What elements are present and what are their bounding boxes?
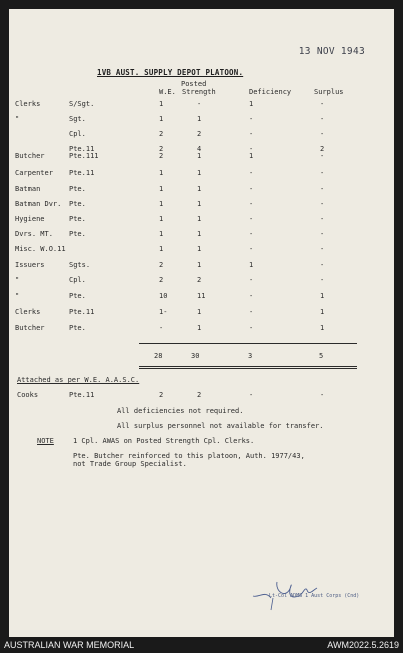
row-16-posted: 1 (197, 324, 202, 332)
document-title: 1VB AUST. SUPPLY DEPOT PLATOON. (97, 68, 244, 77)
attached-posted: 2 (197, 391, 202, 399)
row-3-we: 2 (159, 130, 164, 138)
row-1-deficiency: 1 (249, 100, 254, 108)
row-1-posted: - (197, 100, 202, 108)
row-4-posted: 4 (197, 145, 202, 153)
row-4-rank: Pte.11 (69, 145, 95, 153)
row-16-rank: Pte. (69, 324, 86, 332)
row-13-surplus: - (320, 276, 325, 284)
row-2-deficiency: - (249, 115, 254, 123)
row-6-rank: Pte.11 (69, 169, 95, 177)
row-11-deficiency: - (249, 245, 254, 253)
row-5-deficiency: 1 (249, 152, 254, 160)
row-15-we: 1- (159, 308, 168, 316)
row-10-we: 1 (159, 230, 164, 238)
row-14-rank: Pte. (69, 292, 86, 300)
header-strength: Strength (182, 88, 216, 96)
row-14-posted: 11 (197, 292, 206, 300)
row-9-posted: 1 (197, 215, 202, 223)
signature-caption: Lt-Col ADMS 1 Aust Corps (Cnd) (269, 593, 360, 599)
row-5-role: Butcher (15, 152, 45, 160)
row-2-surplus: - (320, 115, 325, 123)
row-7-surplus: - (320, 185, 325, 193)
row-2-rank: Sgt. (69, 115, 86, 123)
total-rule-top (139, 343, 357, 344)
row-13-posted: 2 (197, 276, 202, 284)
row-5-rank: Pte.111 (69, 152, 99, 160)
row-6-posted: 1 (197, 169, 202, 177)
row-9-we: 1 (159, 215, 164, 223)
row-1-role: Clerks (15, 100, 41, 108)
total-rule-bottom-1 (139, 366, 357, 367)
footer-accession: AWM2022.5.2619 (327, 640, 399, 650)
row-4-we: 2 (159, 145, 164, 153)
row-7-deficiency: - (249, 185, 254, 193)
row-5-posted: 1 (197, 152, 202, 160)
row-12-rank: Sgts. (69, 261, 91, 269)
row-3-rank: Cpl. (69, 130, 86, 138)
row-9-role: Hygiene (15, 215, 45, 223)
row-1-surplus: - (320, 100, 325, 108)
row-15-posted: 1 (197, 308, 202, 316)
attached-we: 2 (159, 391, 164, 399)
row-13-deficiency: - (249, 276, 254, 284)
row-7-we: 1 (159, 185, 164, 193)
row-10-posted: 1 (197, 230, 202, 238)
row-10-surplus: - (320, 230, 325, 238)
header-we: W.E. (159, 88, 176, 96)
row-14-role: " (15, 292, 20, 300)
row-2-we: 1 (159, 115, 164, 123)
total-surplus: 5 (319, 352, 324, 360)
attached-role: Cooks (17, 391, 39, 399)
note-surplus: All surplus personnel not available for transfer. (117, 422, 324, 430)
row-9-surplus: - (320, 215, 325, 223)
attached-deficiency: - (249, 391, 254, 399)
row-7-rank: Pte. (69, 185, 86, 193)
row-6-we: 1 (159, 169, 164, 177)
row-1-rank: S/Sgt. (69, 100, 95, 108)
total-deficiency: 3 (248, 352, 253, 360)
row-13-rank: Cpl. (69, 276, 86, 284)
row-2-role: " (15, 115, 20, 123)
row-9-rank: Pte. (69, 215, 86, 223)
row-12-we: 2 (159, 261, 164, 269)
row-15-surplus: 1 (320, 308, 325, 316)
row-15-role: Clerks (15, 308, 41, 316)
row-7-role: Batman (15, 185, 41, 193)
row-15-deficiency: - (249, 308, 254, 316)
row-8-rank: Pte. (69, 200, 86, 208)
note-butcher-1: Pte. Butcher reinforced to this platoon, Auth. 1977/43, (73, 452, 305, 460)
row-8-posted: 1 (197, 200, 202, 208)
row-5-we: 2 (159, 152, 164, 160)
row-16-deficiency: - (249, 324, 254, 332)
attached-surplus: - (320, 391, 325, 399)
row-14-we: 10 (159, 292, 168, 300)
row-7-posted: 1 (197, 185, 202, 193)
row-13-role: " (15, 276, 20, 284)
row-9-deficiency: - (249, 215, 254, 223)
row-15-rank: Pte.11 (69, 308, 95, 316)
total-we: 28 (154, 352, 163, 360)
row-5-surplus: - (320, 152, 325, 160)
footer-institution: AUSTRALIAN WAR MEMORIAL (4, 640, 135, 650)
row-14-deficiency: - (249, 292, 254, 300)
row-4-deficiency: - (249, 145, 254, 153)
row-11-role: Misc. W.O.11 (15, 245, 66, 253)
note-label: NOTE (37, 437, 54, 445)
row-12-posted: 1 (197, 261, 202, 269)
total-posted: 30 (191, 352, 200, 360)
row-8-surplus: - (320, 200, 325, 208)
attached-heading: Attached as per W.E. A.A.S.C. (17, 376, 140, 384)
row-14-surplus: 1 (320, 292, 325, 300)
row-6-role: Carpenter (15, 169, 53, 177)
total-rule-bottom-2 (139, 368, 357, 369)
row-16-we: - (159, 324, 164, 332)
document-page (9, 9, 394, 637)
note-butcher-2: not Trade Group Specialist. (73, 460, 187, 468)
row-12-surplus: - (320, 261, 325, 269)
row-13-we: 2 (159, 276, 164, 284)
row-11-we: 1 (159, 245, 164, 253)
row-3-deficiency: - (249, 130, 254, 138)
row-3-surplus: - (320, 130, 325, 138)
footer-bar (0, 637, 403, 653)
header-posted: Posted (181, 80, 207, 88)
row-12-role: Issuers (15, 261, 45, 269)
row-10-deficiency: - (249, 230, 254, 238)
row-6-surplus: - (320, 169, 325, 177)
row-11-posted: 1 (197, 245, 202, 253)
row-8-role: Batman Dvr. (15, 200, 62, 208)
attached-rank: Pte.11 (69, 391, 95, 399)
row-11-surplus: - (320, 245, 325, 253)
row-1-we: 1 (159, 100, 164, 108)
row-6-deficiency: - (249, 169, 254, 177)
note-awas: 1 Cpl. AWAS on Posted Strength Cpl. Clerks. (73, 437, 255, 445)
row-12-deficiency: 1 (249, 261, 254, 269)
row-16-surplus: 1 (320, 324, 325, 332)
date-stamp: 13 NOV 1943 (298, 46, 365, 57)
header-deficiency: Deficiency (249, 88, 292, 96)
row-2-posted: 1 (197, 115, 202, 123)
row-16-role: Butcher (15, 324, 45, 332)
row-8-deficiency: - (249, 200, 254, 208)
row-4-surplus: 2 (320, 145, 325, 153)
header-surplus: Surplus (314, 88, 344, 96)
note-deficiencies: All deficiencies not required. (117, 407, 244, 415)
row-8-we: 1 (159, 200, 164, 208)
row-10-role: Dvrs. MT. (15, 230, 53, 238)
row-3-posted: 2 (197, 130, 202, 138)
row-10-rank: Pte. (69, 230, 86, 238)
